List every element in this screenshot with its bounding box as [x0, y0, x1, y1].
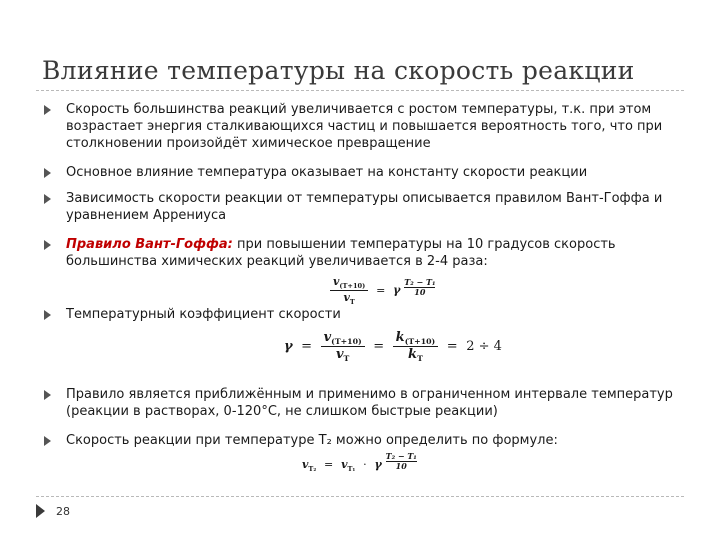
bullet-text: Скорость большинства реакций увеличивается с ростом температуры, т.к. при этом возрастает энергия сталкивающихся частиц и повышается вероятность того, что при столкновении произойдёт химическое превращение [66, 102, 663, 151]
bullet-arrow-icon [44, 436, 51, 446]
title-divider [36, 90, 684, 91]
bullet-text: Зависимость скорости реакции от температуры описывается правилом Вант-Гоффа и уравнением Аррениуса [66, 191, 663, 223]
vant-hoff-formula: $\frac{v_{(T+10)}}{v_T}$ = γ $\frac{\text{T₂ − T₁}}{10}$ [330, 275, 435, 306]
slide-title: Влияние температуры на скорость реакции [42, 56, 635, 85]
vant-hoff-label: Правило Вант-Гоффа: [66, 237, 233, 252]
bullet-text: Скорость реакции при температуре T₂ можно определить по формуле: [66, 433, 558, 448]
temperature-coefficient-formula: γ = $\frac{v_{(T+10)}}{v_T}$ = $\frac{k_{(T+10)}}{k_T}$ = 2 ÷ 4 [284, 330, 502, 363]
bullet-arrow-icon [44, 310, 51, 320]
page-number: 28 [56, 505, 70, 518]
bullet-text: Правило является приближённым и применимо в ограниченном интервале температур (реакции в растворах, 0-120°C, не слишком быстрые реакции) [66, 387, 673, 419]
bullet-arrow-icon [44, 240, 51, 250]
bullet-arrow-icon [44, 105, 51, 115]
vant-hoff-description: при повышении температуры на 10 градусов скорость большинства химических реакций увеличивается в 2-4 раза: [66, 237, 616, 269]
rate-at-t2-formula: $v_{T_2} = v_{T_1} \cdot \gamma$ $\frac{\text{T₂ − T₁}}{10}$ [302, 451, 417, 473]
bullet-arrow-icon [44, 194, 51, 204]
page-marker-icon [36, 504, 45, 518]
bullet-text: Температурный коэффициент скорости [66, 307, 341, 322]
bullet-arrow-icon [44, 168, 51, 178]
bullet-text: Основное влияние температура оказывает на константу скорости реакции [66, 165, 588, 180]
vant-hoff-rule-text [66, 236, 681, 270]
bullet-arrow-icon [44, 390, 51, 400]
footer-divider [36, 496, 684, 497]
rate-ratio-fraction: $\frac{v_{(T+10)}}{v_T}$ [330, 275, 368, 306]
exponent-fraction: $\frac{\text{T₂ − T₁}}{10}$ [404, 276, 436, 297]
